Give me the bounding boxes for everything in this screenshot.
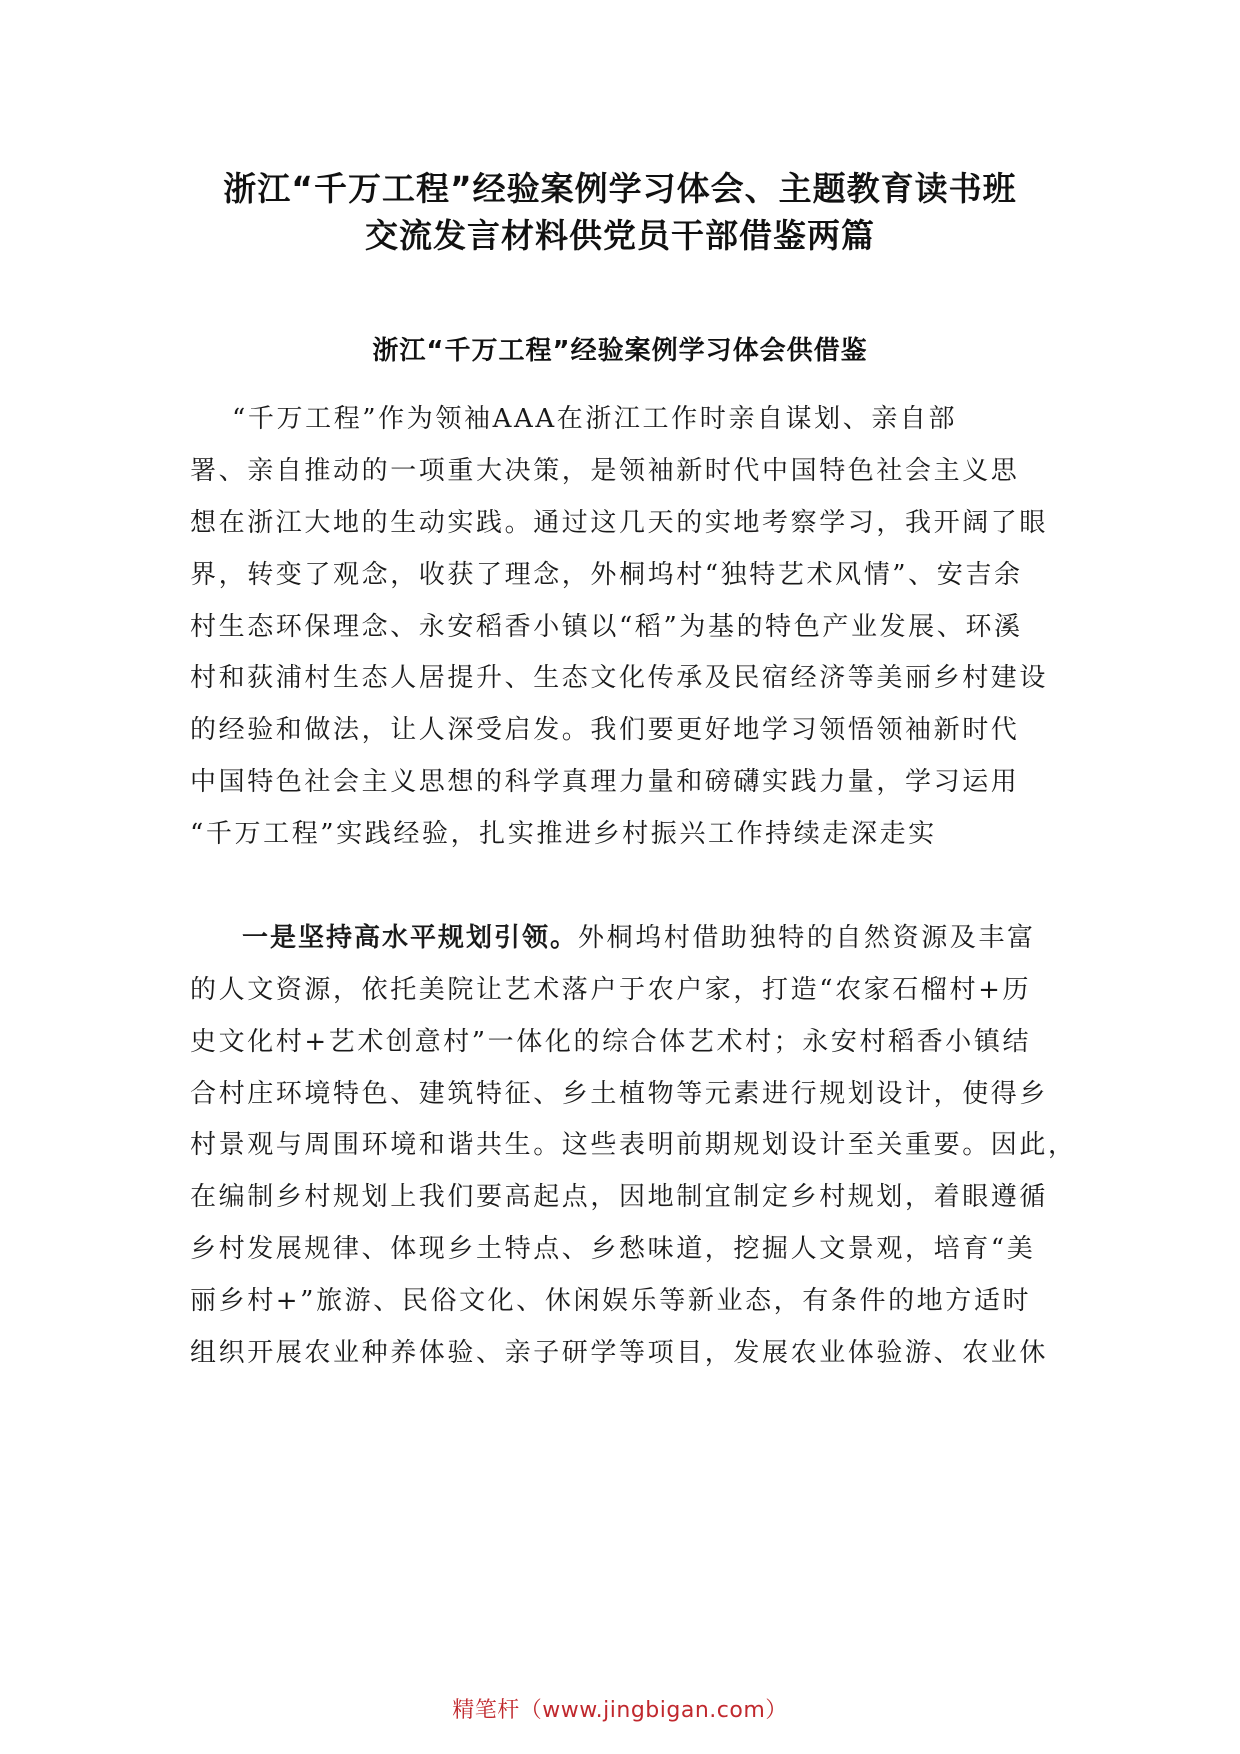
para2-line-8: 丽乡村+”旅游、民俗文化、休闲娱乐等新业态，有条件的地方适时: [190, 1286, 1032, 1316]
para1-line-2: 署、亲自推动的一项重大决策，是领袖新时代中国特色社会主义思: [190, 456, 1020, 486]
section-title: 浙江“千万工程”经验案例学习体会供借鉴: [372, 336, 868, 366]
para2-line-4: 合村庄环境特色、建筑特征、乡土植物等元素进行规划设计，使得乡: [190, 1079, 1049, 1109]
para1-line-1: “千万工程”作为领袖AAA在浙江工作时亲自谋划、亲自部: [232, 404, 958, 434]
para2-line-2: 的人文资源，依托美院让艺术落户于农户家，打造“农家石榴村+历: [190, 975, 1032, 1005]
para2-line-5: 村景观与周围环境和谐共生。这些表明前期规划设计至关重要。因此，: [190, 1130, 1077, 1160]
para2-lead-heading: 一是坚持高水平规划引领。: [242, 923, 579, 953]
para1-line-7: 的经验和做法，让人深受启发。我们要更好地学习领悟领袖新时代: [190, 715, 1020, 745]
para1-line-3: 想在浙江大地的生动实践。通过这几天的实地考察学习，我开阔了眼: [190, 508, 1049, 538]
footer-link[interactable]: 精笔杆（www.jingbigan.com）: [452, 1698, 788, 1723]
para2-line-3: 史文化村+艺术创意村”一体化的综合体艺术村；永安村稻香小镇结: [190, 1027, 1032, 1057]
para1-line-8: 中国特色社会主义思想的科学真理力量和磅礴实践力量，学习运用: [190, 767, 1020, 797]
para2-line-1: [242, 921, 1142, 955]
para2-line-7: 乡村发展规律、体现乡土特点、乡愁味道，挖掘人文景观，培育“美: [190, 1234, 1036, 1264]
para1-line-5: 村生态环保理念、永安稻香小镇以“稻”为基的特色产业发展、环溪: [190, 612, 1023, 642]
para1-line-6: 村和荻浦村生态人居提升、生态文化传承及民宿经济等美丽乡村建设: [190, 663, 1049, 693]
document-title-line-2: 交流发言材料供党员干部借鉴两篇: [365, 216, 875, 255]
para1-line-9: “千万工程”实践经验，扎实推进乡村振兴工作持续走深走实: [190, 819, 937, 849]
document-title-line-1: 浙江“千万工程”经验案例学习体会、主题教育读书班: [223, 169, 1017, 208]
para2-line-9: 组织开展农业种养体验、亲子研学等项目，发展农业体验游、农业休: [190, 1338, 1049, 1368]
para2-line-6: 在编制乡村规划上我们要高起点，因地制宜制定乡村规划，着眼遵循: [190, 1182, 1049, 1212]
para2-first-line-text: 外桐坞村借助独特的自然资源及丰富: [578, 923, 1036, 953]
para1-line-4: 界，转变了观念，收获了理念，外桐坞村“独特艺术风情”、安吉余: [190, 560, 1023, 590]
